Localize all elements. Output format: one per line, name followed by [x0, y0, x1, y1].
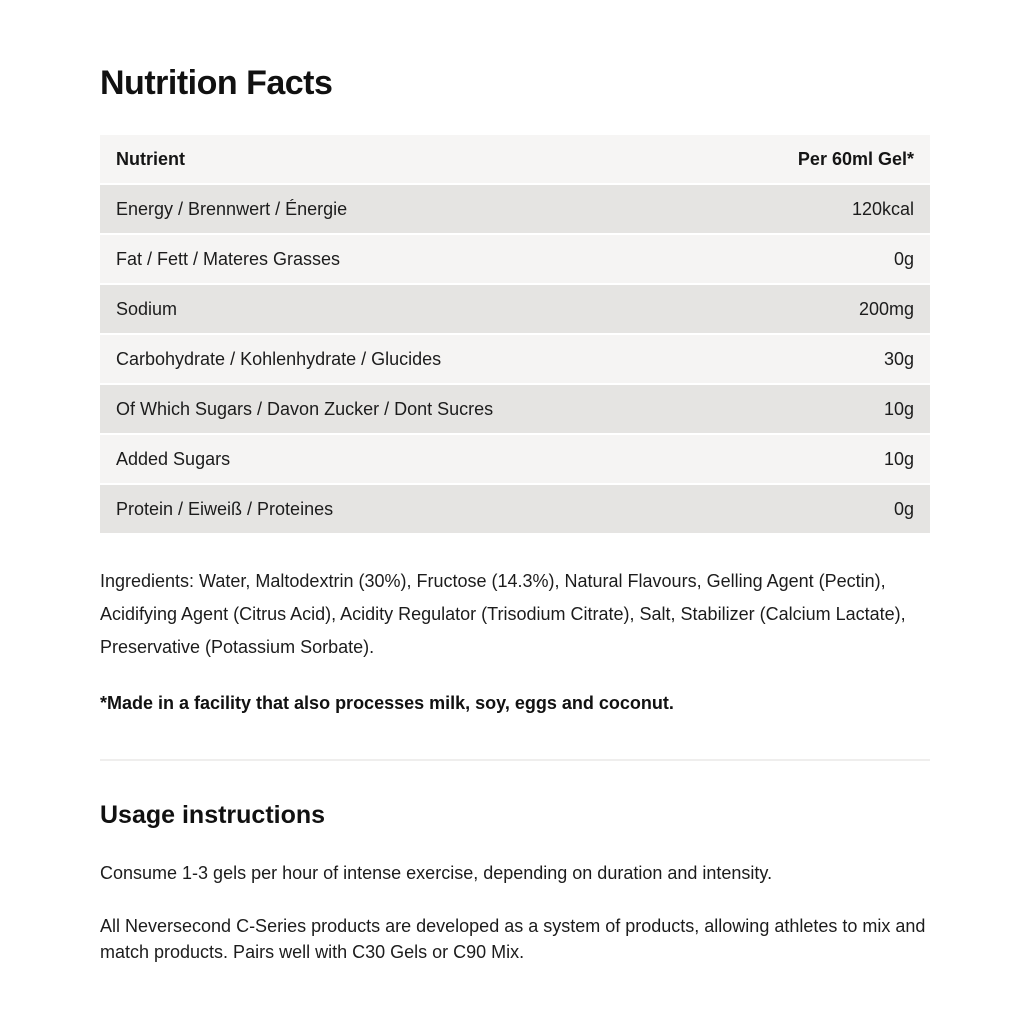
- page-title: Nutrition Facts: [100, 64, 333, 102]
- column-header-per-serving: Per 60ml Gel*: [797, 148, 914, 169]
- table-row-protein: [100, 485, 930, 533]
- table-row-added-sugars: [100, 435, 930, 483]
- table-row-fat: [100, 235, 930, 283]
- nutrient-label: Of Which Sugars / Davon Zucker / Dont Sucres: [116, 398, 494, 419]
- table-row-carbohydrate: [100, 335, 930, 383]
- nutrient-label: Fat / Fett / Materes Grasses: [116, 248, 341, 269]
- nutrient-value: 30g: [883, 348, 914, 369]
- nutrition-table: [100, 135, 930, 533]
- table-row-of-which-sugars: [100, 385, 930, 433]
- usage-paragraph-2: All Neversecond C-Series products are developed as a system of products, allowing athletes to mix and match products. Pairs well with C30 Gels or C90 Mix.: [100, 916, 926, 962]
- nutrient-value: 10g: [883, 448, 914, 469]
- usage-instructions-title: Usage instructions: [100, 801, 326, 829]
- table-row-energy: [100, 185, 930, 233]
- nutrient-value: 10g: [883, 398, 914, 419]
- ingredients-text: Ingredients: Water, Maltodextrin (30%), Fructose (14.3%), Natural Flavours, Gelling Agent (Pectin), Acidifying Agent (Citrus Acid), Acidity Regulator (Trisodium Citrate), Salt, Stabilizer (Calcium Lactate), Preservative (Potassium Sorbate).: [100, 571, 906, 657]
- allergen-note: *Made in a facility that also processes milk, soy, eggs and coconut.: [100, 693, 674, 713]
- nutrient-label: Carbohydrate / Kohlenhydrate / Glucides: [116, 348, 442, 369]
- section-divider: [100, 759, 930, 761]
- nutrient-label: Added Sugars: [116, 448, 231, 469]
- nutrient-value: 120kcal: [851, 198, 914, 219]
- usage-paragraph-1: Consume 1-3 gels per hour of intense exercise, depending on duration and intensity.: [100, 863, 773, 883]
- nutrient-value: 0g: [893, 248, 914, 269]
- nutrient-value: 200mg: [858, 298, 914, 319]
- nutrient-label: Sodium: [116, 298, 178, 319]
- nutrient-value: 0g: [893, 498, 914, 519]
- column-header-nutrient: Nutrient: [116, 148, 185, 169]
- table-header-row: [100, 135, 930, 183]
- table-row-sodium: [100, 285, 930, 333]
- page-content: [100, 64, 930, 965]
- nutrient-label: Protein / Eiweiß / Proteines: [116, 498, 334, 519]
- nutrient-label: Energy / Brennwert / Énergie: [116, 198, 348, 219]
